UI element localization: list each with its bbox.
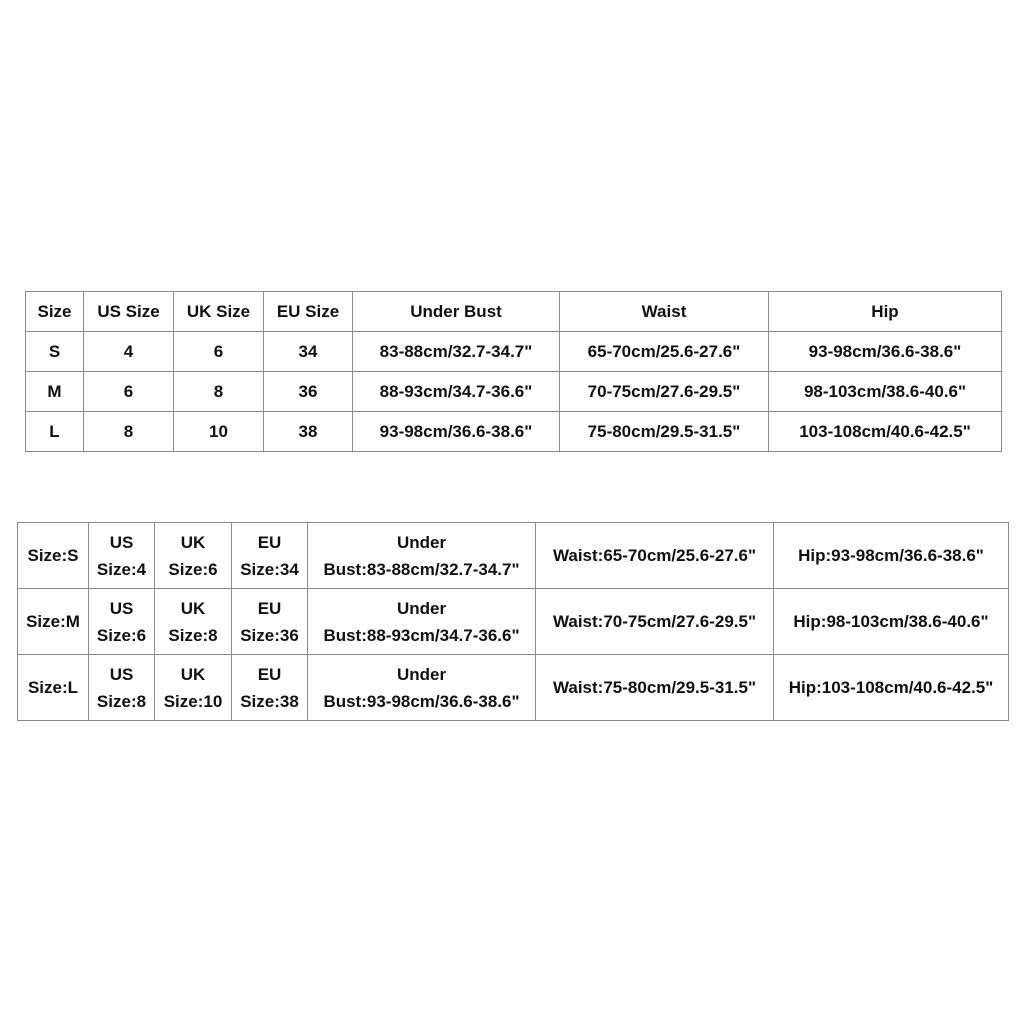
table-cell-eu: 36 — [264, 372, 353, 412]
table-cell-hip: 98-103cm/38.6-40.6" — [769, 372, 1002, 412]
header-under-bust: Under Bust — [353, 292, 560, 332]
table-cell-waist: Waist:65-70cm/25.6-27.6" — [536, 523, 774, 589]
header-hip: Hip — [769, 292, 1002, 332]
table-cell-under-bust: 88-93cm/34.7-36.6" — [353, 372, 560, 412]
table-cell-us: US Size:8 — [89, 655, 155, 721]
table-cell-us: 4 — [84, 332, 174, 372]
table-row — [26, 412, 1002, 452]
table-cell-waist: Waist:75-80cm/29.5-31.5" — [536, 655, 774, 721]
table-cell-size: Size:S — [18, 523, 89, 589]
table-cell-under-bust: Under Bust:93-98cm/36.6-38.6" — [308, 655, 536, 721]
table-cell-waist: 70-75cm/27.6-29.5" — [560, 372, 769, 412]
table-cell-hip: Hip:103-108cm/40.6-42.5" — [774, 655, 1009, 721]
table-cell-hip: 103-108cm/40.6-42.5" — [769, 412, 1002, 452]
header-eu-size: EU Size — [264, 292, 353, 332]
table-row — [26, 372, 1002, 412]
table-cell-us: 6 — [84, 372, 174, 412]
header-waist: Waist — [560, 292, 769, 332]
table-cell-hip: Hip:98-103cm/38.6-40.6" — [774, 589, 1009, 655]
table-cell-size: Size:M — [18, 589, 89, 655]
table-cell-uk: 10 — [174, 412, 264, 452]
table-cell-eu: 34 — [264, 332, 353, 372]
table-cell-waist: Waist:70-75cm/27.6-29.5" — [536, 589, 774, 655]
table-row — [18, 655, 1009, 721]
table-cell-eu: EU Size:34 — [232, 523, 308, 589]
table-row — [18, 589, 1009, 655]
table-cell-hip: 93-98cm/36.6-38.6" — [769, 332, 1002, 372]
table-row — [26, 332, 1002, 372]
table-cell-eu: 38 — [264, 412, 353, 452]
table-row — [18, 523, 1009, 589]
table-cell-waist: 75-80cm/29.5-31.5" — [560, 412, 769, 452]
table-cell-waist: 65-70cm/25.6-27.6" — [560, 332, 769, 372]
table-cell-size: M — [26, 372, 84, 412]
table-cell-us: US Size:6 — [89, 589, 155, 655]
table-cell-uk: 6 — [174, 332, 264, 372]
table-cell-hip: Hip:93-98cm/36.6-38.6" — [774, 523, 1009, 589]
table-cell-uk: UK Size:10 — [155, 655, 232, 721]
table-cell-size: L — [26, 412, 84, 452]
table-cell-size: S — [26, 332, 84, 372]
table-cell-under-bust: Under Bust:88-93cm/34.7-36.6" — [308, 589, 536, 655]
table-cell-eu: EU Size:38 — [232, 655, 308, 721]
table-cell-under-bust: 83-88cm/32.7-34.7" — [353, 332, 560, 372]
size-chart-table — [25, 291, 1002, 452]
size-chart-table-compact — [17, 522, 1009, 721]
table-header-row — [26, 292, 1002, 332]
header-size: Size — [26, 292, 84, 332]
table-cell-under-bust: 93-98cm/36.6-38.6" — [353, 412, 560, 452]
table-cell-size: Size:L — [18, 655, 89, 721]
table-cell-uk: UK Size:6 — [155, 523, 232, 589]
header-uk-size: UK Size — [174, 292, 264, 332]
header-us-size: US Size — [84, 292, 174, 332]
table-cell-us: US Size:4 — [89, 523, 155, 589]
table-cell-us: 8 — [84, 412, 174, 452]
table-cell-uk: UK Size:8 — [155, 589, 232, 655]
table-cell-under-bust: Under Bust:83-88cm/32.7-34.7" — [308, 523, 536, 589]
table-cell-eu: EU Size:36 — [232, 589, 308, 655]
table-cell-uk: 8 — [174, 372, 264, 412]
